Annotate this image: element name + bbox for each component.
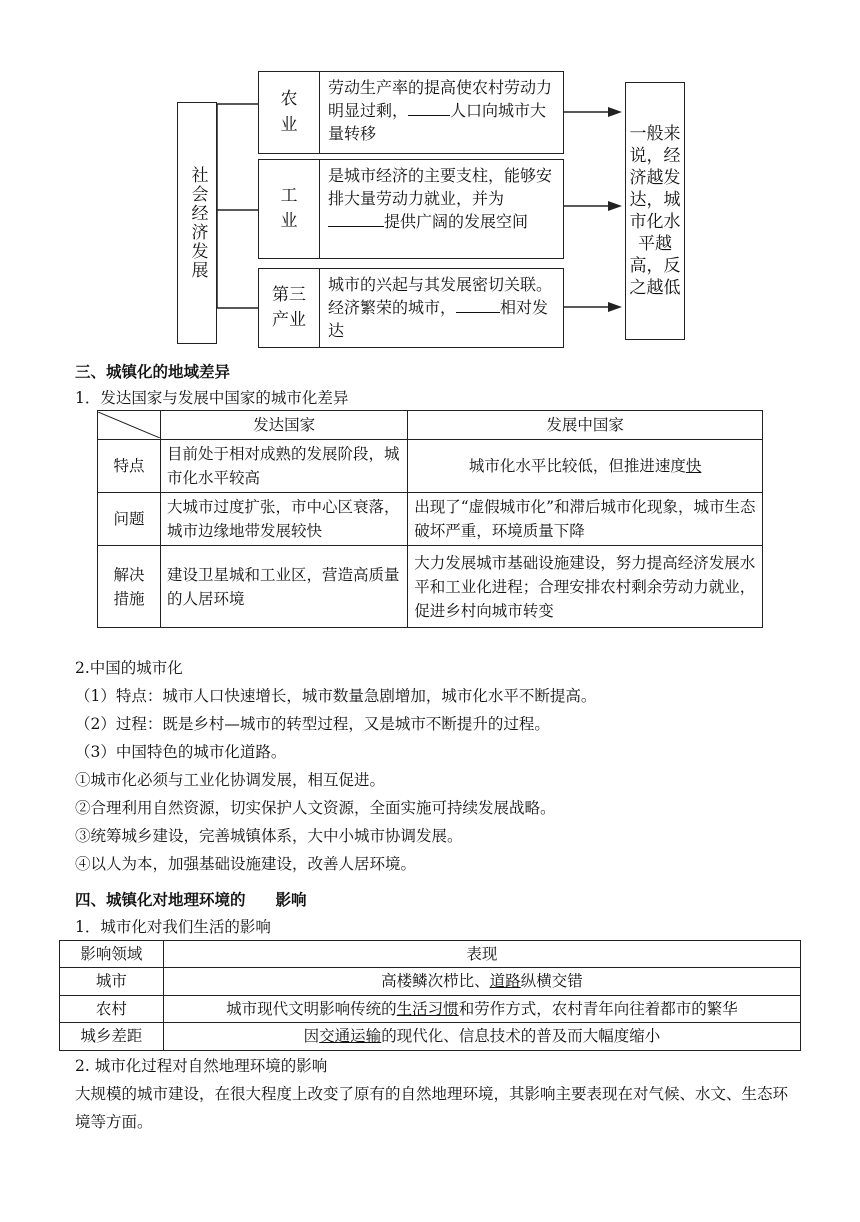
row-label-solutions: 解决措施 (98, 546, 161, 628)
row-label-problems: 问题 (98, 493, 161, 546)
table-row (98, 546, 763, 628)
cell-developed-problems: 大城市过度扩张，市中心区衰落，城市边缘地带发展较快 (161, 493, 408, 546)
col-header-developing: 发展中国家 (408, 411, 763, 440)
row-label-features: 特点 (98, 440, 161, 493)
diagram-row-industry-desc (319, 159, 564, 259)
diagram-result-text: 一般来说，经济越发达，城市化水平越高，反之越低 (629, 123, 681, 299)
cell-countryside (163, 995, 800, 1022)
section3-line: ①城市化必须与工业化协调发展，相互促进。 (75, 771, 386, 789)
urbanization-life-impact-table (59, 940, 801, 1051)
diagram-result-box (625, 82, 685, 340)
section3-line: （2）过程：既是乡村—城市的转型过程，又是城市不断提升的过程。 (75, 715, 550, 733)
section3-line: ②合理利用自然资源，切实保护人文资源，全面实施可持续发展战略。 (75, 799, 556, 817)
cell-text: 的现代化、信息技术的普及而大幅度缩小 (381, 1027, 661, 1046)
section4-subheading-1: 1．城市化对我们生活的影响 (75, 918, 271, 936)
diagram-row-tertiary-text-a: 城市的兴起与其发展密切关联。经济繁荣的城市， (328, 275, 553, 318)
fill-blank (408, 99, 450, 116)
diagram-row-tertiary-desc (319, 268, 564, 348)
cell-city (163, 968, 800, 995)
cell-text: 因 (303, 1027, 320, 1046)
diagram-row-industry-label: 工业 (280, 185, 298, 231)
country-comparison-table (97, 410, 763, 628)
section3-line: （3）中国特色的城市化道路。 (75, 743, 287, 761)
section3-subheading-2: 2.中国的城市化 (75, 659, 183, 677)
diagram-row-tertiary-text-b: 相对发达 (328, 298, 549, 341)
diagram-row-agriculture-desc (319, 71, 564, 154)
diagram-row-agriculture-label-box (258, 71, 320, 154)
cell-developing-problems: 出现了“虚假城市化”和滞后城市化现象，城市生态破坏严重，环境质量下降 (408, 493, 763, 546)
col-header-domain: 影响领域 (60, 941, 164, 968)
underlined-answer: 快 (685, 457, 702, 476)
cell-urban-rural-gap (163, 1023, 800, 1050)
cell-text: 纵横交错 (520, 972, 583, 991)
table-row (60, 1023, 801, 1050)
cell-text: 城市化水平比较低，但推进速度 (468, 457, 686, 476)
table-row (60, 968, 801, 995)
cell-developed-features: 目前处于相对成熟的发展阶段，城市化水平较高 (161, 440, 408, 493)
diagram-row-agriculture-label: 农业 (280, 89, 298, 135)
diagram-row-tertiary-label: 第三产业 (272, 284, 306, 330)
diagram-row-industry-label-box (258, 159, 320, 259)
cell-text: 城市现代文明影响传统的 (226, 999, 397, 1018)
underlined-answer: 道路 (489, 972, 521, 991)
table-row (60, 995, 801, 1022)
section3-line: （1）特点：城市人口快速增长，城市数量急剧增加，城市化水平不断提高。 (75, 687, 597, 705)
fill-blank (456, 296, 500, 313)
row-label-countryside: 农村 (60, 995, 164, 1022)
table-corner-cell (98, 411, 161, 440)
section3-line: ④以人为本，加强基础设施建设，改善人居环境。 (75, 855, 417, 873)
section4-heading (75, 888, 307, 910)
cell-text: 高楼鳞次栉比、 (381, 972, 490, 991)
diagram-row-agriculture-text-b: 人口向城市大量转移 (328, 101, 547, 144)
fill-blank (328, 210, 384, 227)
underlined-answer: 生活习惯 (396, 999, 459, 1018)
diagram-row-industry-text-b: 提供广阔的发展空间 (384, 212, 529, 232)
section3-heading: 三、城镇化的地域差异 (75, 363, 231, 381)
economy-urbanization-diagram (0, 0, 860, 360)
diagonal-divider (98, 412, 160, 438)
table-row (98, 440, 763, 493)
col-header-developed: 发达国家 (161, 411, 408, 440)
table-row (98, 493, 763, 546)
diagram-row-industry-text-a: 是城市经济的主要支柱，能够安排大量劳动力就业，并为 (328, 166, 553, 209)
section3-line: ③统筹城乡建设，完善城镇体系，大中小城市协调发展。 (75, 827, 463, 845)
diagram-root-label: 社会经济发展 (187, 166, 208, 280)
diagram-row-agriculture-text-a: 劳动生产率的提高使农村劳动力明显过剩， (328, 78, 553, 121)
diagram-row-tertiary-label-box (258, 268, 320, 348)
col-header-performance: 表现 (163, 941, 800, 968)
section3-subheading-1: 1．发达国家与发展中国家的城市化差异 (75, 389, 349, 407)
cell-developing-features (408, 440, 763, 493)
section4-subheading-2: 2. 城市化过程对自然地理环境的影响 (75, 1057, 328, 1075)
section4-heading-part-a: 四、城镇化对地理环境的 (75, 891, 246, 909)
diagram-root-box (177, 102, 217, 344)
row-label-urban-rural-gap: 城乡差距 (60, 1023, 164, 1050)
cell-developed-solutions: 建设卫星城和工业区，营造高质量的人居环境 (161, 546, 408, 628)
row-label-city: 城市 (60, 968, 164, 995)
cell-text: 和劳作方式，农村青年向往着都市的繁华 (458, 999, 738, 1018)
section4-paragraph: 大规模的城市建设，在很大程度上改变了原有的自然地理环境，其影响主要表现在对气候、水文、生态环境等方面。 (75, 1085, 789, 1131)
cell-developing-solutions: 大力发展城市基础设施建设，努力提高经济发展水平和工业化进程；合理安排农村剩余劳动力就业，促进乡村向城市转变 (408, 546, 763, 628)
underlined-answer: 交通运输 (319, 1027, 382, 1046)
section4-heading-part-b: 影响 (275, 891, 307, 909)
